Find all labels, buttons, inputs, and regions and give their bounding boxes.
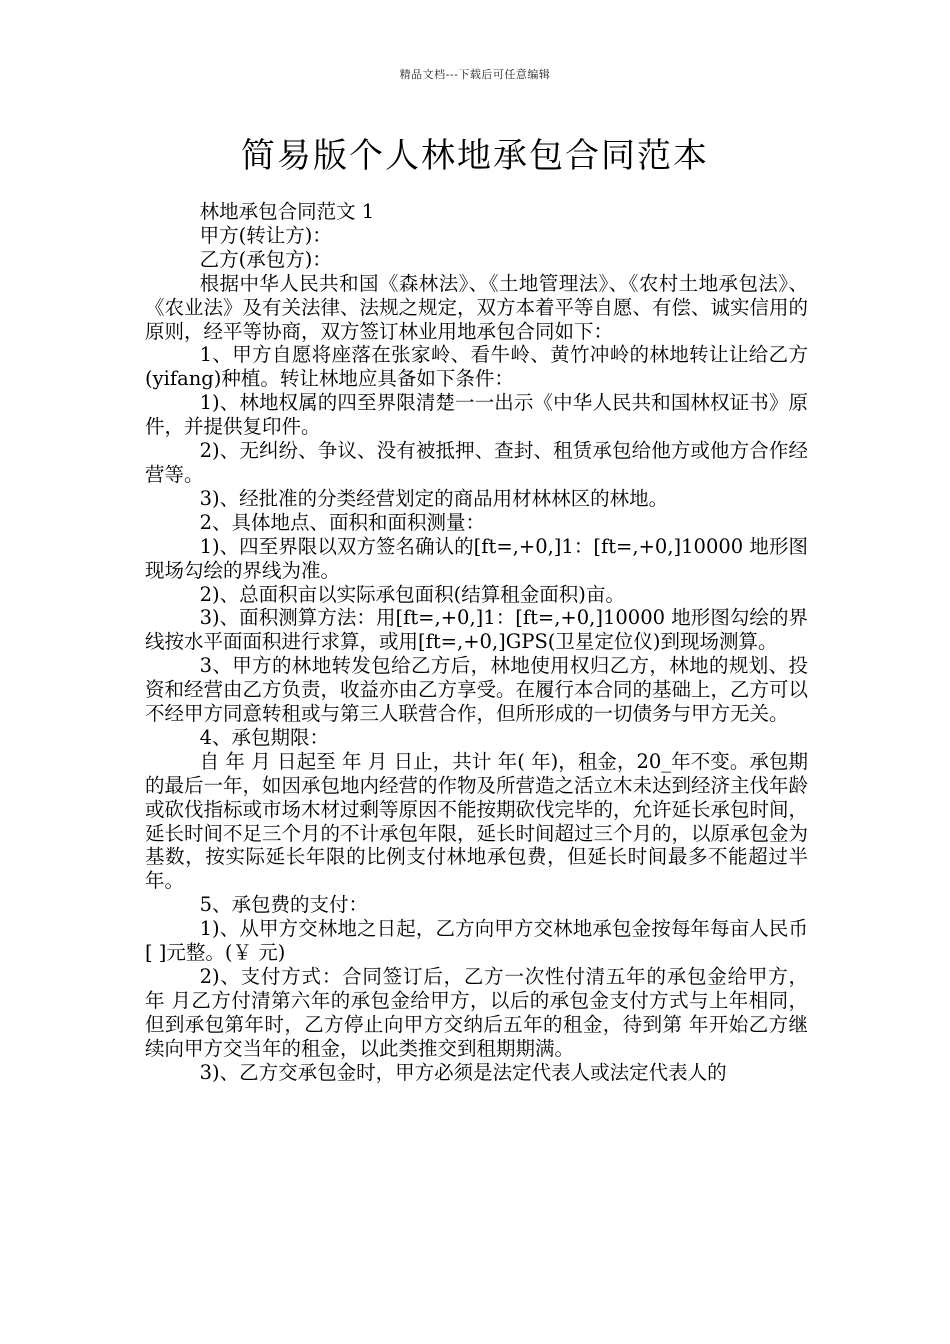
body-paragraph: 1)、四至界限以双方签名确认的[ft=,+0,]1：[ft=,+0,]10000 地形图现场勾绘的界线为准。: [145, 534, 808, 582]
body-paragraph: 1、甲方自愿将座落在张家岭、看牛岭、黄竹冲岭的林地转让让给乙方(yifang)种植。转让林地应具备如下条件：: [145, 343, 808, 391]
body-paragraph: 2)、总面积亩以实际承包面积(结算租金面积)亩。: [199, 582, 625, 606]
body-paragraph: 乙方(承包方)：: [199, 247, 332, 271]
body-paragraph: 2)、无纠纷、争议、没有被抵押、查封、租赁承包给他方或他方合作经营等。: [145, 439, 808, 486]
document-title: 简易版个人林地承包合同范本: [241, 136, 709, 176]
body-paragraph: 1)、林地权属的四至界限清楚一一出示《中华人民共和国林权证书》原件，并提供复印件。: [145, 391, 808, 439]
body-paragraph: 2)、支付方式：合同签订后，乙方一次性付清五年的承包金给甲方， 年 月乙方付清第六年的承包金给甲方，以后的承包金支付方式与上年相同，但到承包第年时，乙方停止向甲方交纳后五年的租金，待到第 年开始乙方继续向甲方交当年的租金，以此类推交到租期期满。: [145, 965, 808, 1060]
body-paragraph: 3)、乙方交承包金时，甲方必须是法定代表人或法定代表人的: [199, 1060, 727, 1084]
body-paragraph: 根据中华人民共和国《森林法》、《土地管理法》、《农村土地承包法》、《农业法》及有关法律、法规之规定，双方本着平等自愿、有偿、诚实信用的原则，经平等协商，双方签订林业用地承包合同如下：: [145, 271, 809, 343]
body-paragraph: 5、承包费的支付：: [199, 893, 369, 917]
document-body: [145, 200, 808, 1085]
body-paragraph: 林地承包合同范文 1: [199, 200, 375, 223]
body-paragraph: 自 年 月 日起至 年 月 日止，共计 年( 年)，租金，20_年不变。承包期的最后一年，如因承包地内经营的作物及所营造之活立木未达到经济主伐年龄或砍伐指标或市场木材过剩等原因不能按期砍伐完毕的，允许延长承包时间，延长时间不足三个月的不计承包年限，延长时间超过三个月的，以原承包金为基数，按实际延长年限的比例支付林地承包费，但延长时间最多不能超过半年。: [145, 749, 809, 893]
header-note: 精品文档---下载后可任意编辑: [399, 68, 551, 81]
body-paragraph: 4、承包期限：: [199, 725, 330, 749]
body-paragraph: 3、甲方的林地转发包给乙方后，林地使用权归乙方，林地的规划、投资和经营由乙方负责，收益亦由乙方享受。在履行本合同的基础上，乙方可以不经甲方同意转租或与第三人联营合作，但所形成的一切债务与甲方无关。: [145, 654, 809, 726]
body-paragraph: 1)、从甲方交林地之日起，乙方向甲方交林地承包金按每年每亩人民币[ ]元整。(￥ 元): [145, 917, 808, 965]
body-paragraph: 3)、面积测算方法：用[ft=,+0,]1：[ft=,+0,]10000 地形图勾绘的界线按水平面面积进行求算，或用[ft=,+0,]GPS(卫星定位仪)到现场测算。: [145, 606, 808, 654]
body-paragraph: 3)、经批准的分类经营划定的商品用材林林区的林地。: [199, 486, 669, 510]
body-paragraph: 甲方(转让方)：: [199, 223, 332, 247]
body-paragraph: 2、具体地点、面积和面积测量：: [199, 510, 486, 534]
